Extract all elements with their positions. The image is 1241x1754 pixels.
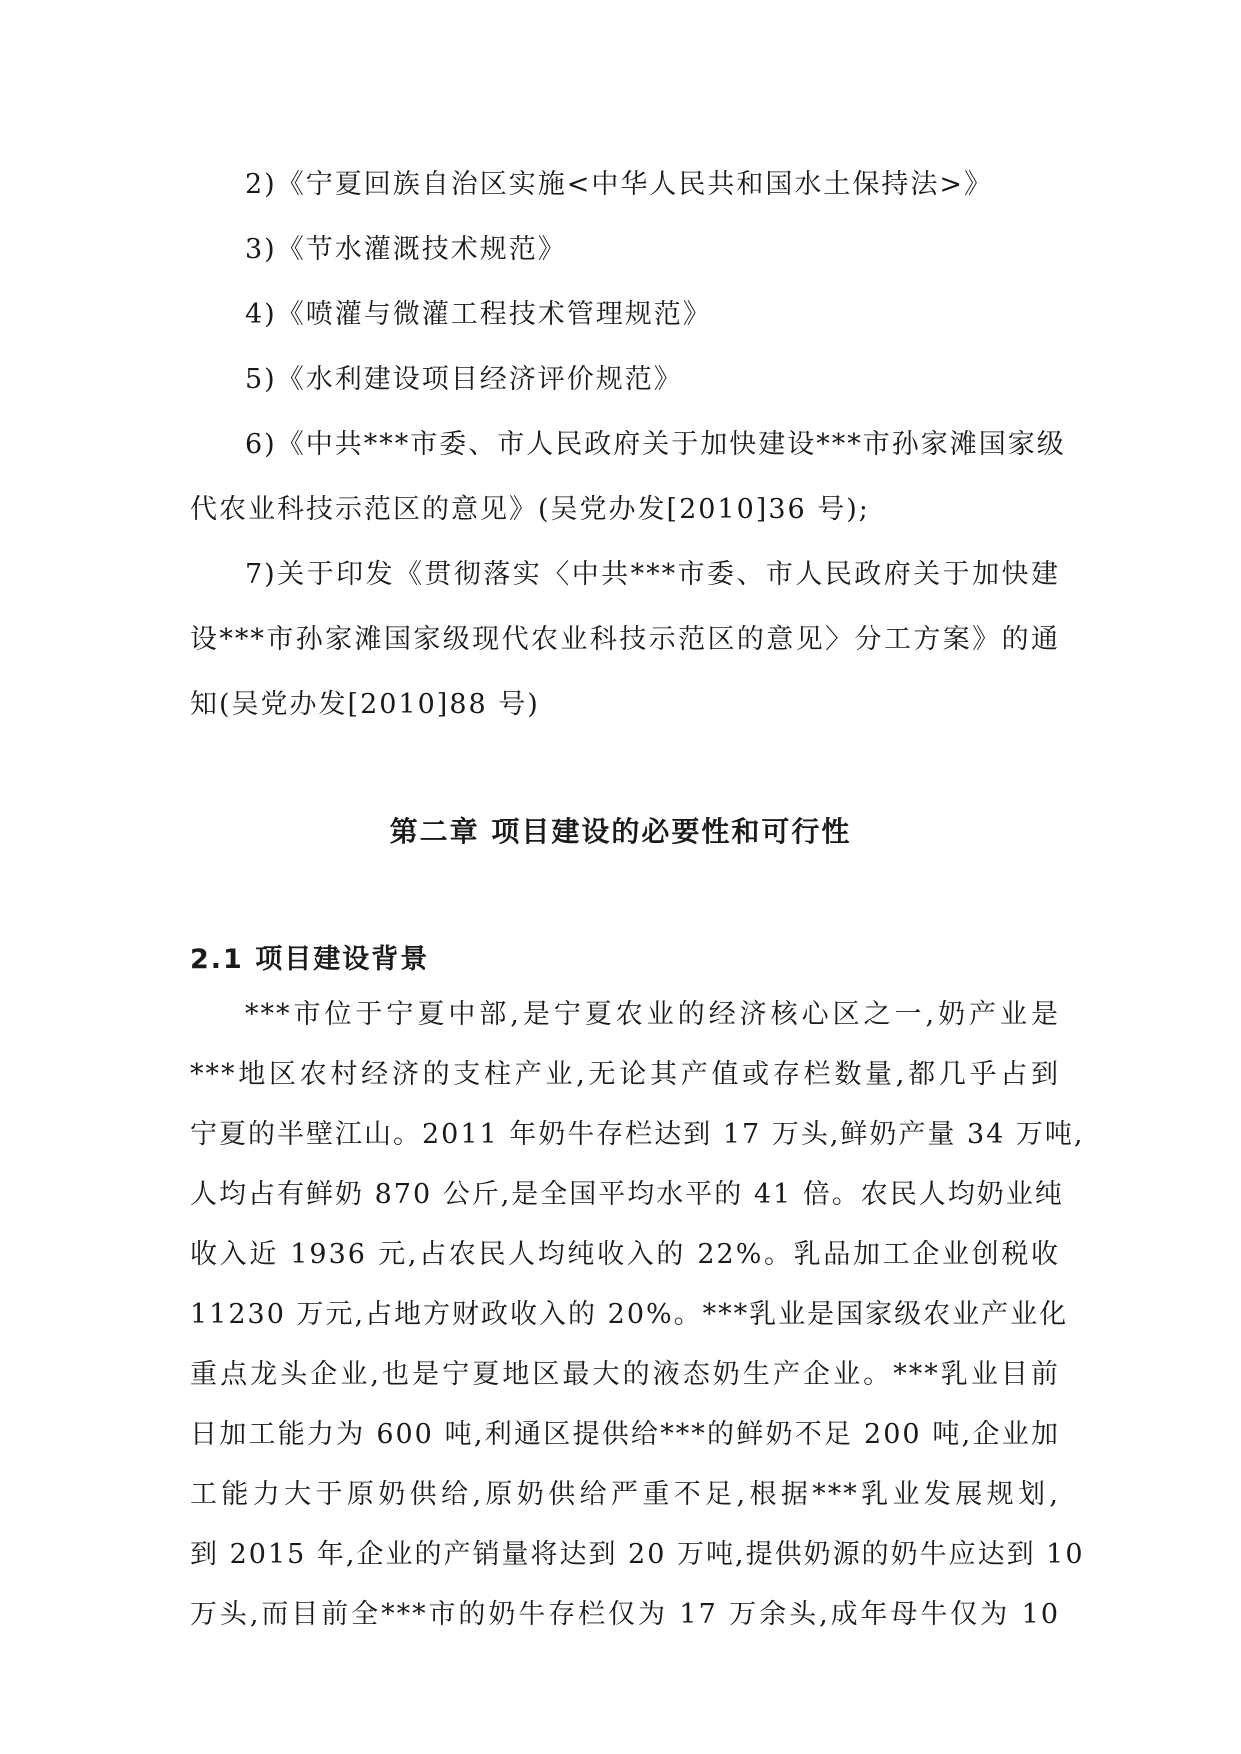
paragraph-line: 宁夏的半壁江山。2011 年奶牛存栏达到 17 万头,鲜奶产量 34 万吨, (190, 1119, 1085, 1150)
paragraph-line: ***地区农村经济的支柱产业,无论其产值或存栏数量,都几乎占到 (190, 1059, 1060, 1090)
paragraph-line: ***市位于宁夏中部,是宁夏农业的经济核心区之一,奶产业是 (245, 999, 1060, 1030)
chapter-title: 第二章 项目建设的必要性和可行性 (389, 815, 852, 848)
paragraph-line: 到 2015 年,企业的产销量将达到 20 万吨,提供奶源的奶牛应达到 10 (190, 1539, 1085, 1570)
reference-item-7-line-3: 知(吴党办发[2010]88 号) (190, 689, 540, 720)
paragraph-line: 人均占有鲜奶 870 公斤,是全国平均水平的 41 倍。农民人均奶业纯 (190, 1179, 1064, 1210)
reference-item-7-line-2: 设***市孙家滩国家级现代农业科技示范区的意见〉分工方案》的通 (190, 624, 1060, 655)
reference-item-7-line-1: 7)关于印发《贯彻落实〈中共***市委、市人民政府关于加快建 (245, 559, 1060, 590)
reference-item-4: 4)《喷灌与微灌工程技术管理规范》 (245, 299, 712, 330)
paragraph-line: 万头,而目前全***市的奶牛存栏仅为 17 万余头,成年母牛仅为 10 (190, 1599, 1060, 1630)
paragraph-line: 工能力大于原奶供给,原奶供给严重不足,根据***乳业发展规划, (190, 1479, 1060, 1510)
paragraph-line: 收入近 1936 元,占农民人均纯收入的 22%。乳品加工企业创税收 (190, 1239, 1060, 1270)
section-heading: 2.1 项目建设背景 (190, 944, 430, 975)
reference-item-6-line-2: 代农业科技示范区的意见》(吴党办发[2010]36 号); (190, 494, 870, 525)
reference-item-5: 5)《水利建设项目经济评价规范》 (245, 364, 683, 395)
reference-item-3: 3)《节水灌溉技术规范》 (245, 234, 567, 265)
reference-item-6-line-1: 6)《中共***市委、市人民政府关于加快建设***市孙家滩国家级 (245, 429, 1066, 460)
paragraph-line: 日加工能力为 600 吨,利通区提供给***的鲜奶不足 200 吨,企业加 (190, 1419, 1060, 1450)
paragraph-line: 重点龙头企业,也是宁夏地区最大的液态奶生产企业。***乳业目前 (190, 1359, 1060, 1390)
reference-item-2: 2)《宁夏回族自治区实施<中华人民共和国水土保持法>》 (245, 169, 993, 200)
paragraph-line: 11230 万元,占地方财政收入的 20%。***乳业是国家级农业产业化 (190, 1299, 1069, 1330)
